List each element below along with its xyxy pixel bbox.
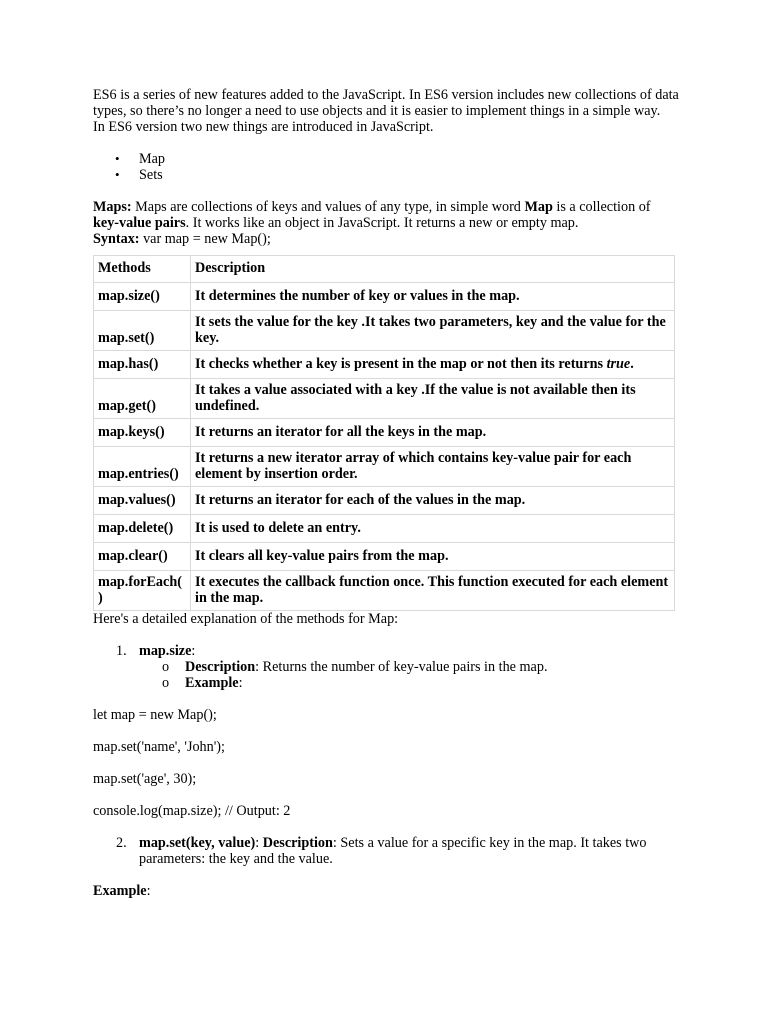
description-cell: It returns a new iterator array of which contains key-value pair for each element by insertion order. [191,447,675,487]
table-row [94,447,675,487]
intro-paragraph: ES6 is a series of new features added to the JavaScript. In ES6 version includes new collections of data types, so there’s no longer a need to use objects and it is easier to implement things in a simple way. [93,87,679,119]
method-cell: map.forEach( ) [94,571,191,611]
list-item: 1. map.size: o Description: Returns the number of key-value pairs in the map. o Example: [93,643,683,691]
table-row [94,283,675,311]
list-number: 1. [116,643,127,659]
bullet-icon: • [115,151,120,166]
description-cell: It returns an iterator for all the keys in the map. [191,419,675,447]
method-cell: map.values() [94,487,191,515]
table-header: Methods [94,256,191,283]
description-cell: It sets the value for the key .It takes two parameters, key and the value for the key. [191,311,675,351]
example-label: Example: [93,883,151,899]
numbered-list [93,643,683,691]
bullet-list [93,151,683,183]
method-cell: map.entries() [94,447,191,487]
explanation-heading: Here's a detailed explanation of the methods for Map: [93,611,399,627]
circle-bullet-icon: o [162,659,170,675]
method-cell: map.keys() [94,419,191,447]
document-page [93,87,683,899]
code-line: console.log(map.size); // Output: 2 [93,803,291,819]
list-item: o Example: [162,675,243,691]
method-cell: map.clear() [94,543,191,571]
method-cell: map.delete() [94,515,191,543]
description-cell: It is used to delete an entry. [191,515,675,543]
list-item: o Description: Returns the number of key-value pairs in the map. [162,659,548,675]
method-cell: map.size() [94,283,191,311]
methods-table [93,255,675,611]
table-row [94,379,675,419]
list-item: • Sets [115,167,163,183]
numbered-list [93,835,683,867]
table-row [94,515,675,543]
list-item: • Map [115,151,166,167]
table-row [94,351,675,379]
table-row [94,487,675,515]
description-cell: It returns an iterator for each of the values in the map. [191,487,675,515]
table-row [94,419,675,447]
table-row [94,311,675,351]
description-cell: It executes the callback function once. This function executed for each element in the map. [191,571,675,611]
syntax-line: Syntax: var map = new Map(); [93,231,271,247]
circle-bullet-icon: o [162,675,170,691]
description-cell: It clears all key-value pairs from the map. [191,543,675,571]
code-line: let map = new Map(); [93,707,217,723]
method-cell: map.has() [94,351,191,379]
list-number: 2. [116,835,127,851]
table-row [94,571,675,611]
method-cell: map.set() [94,311,191,351]
intro-paragraph-2: In ES6 version two new things are introduced in JavaScript. [93,119,434,135]
method-cell: map.get() [94,379,191,419]
code-line: map.set('name', 'John'); [93,739,225,755]
list-item: 2. map.set(key, value): Description: Sets a value for a specific key in the map. It takes two parameters: the key and the value. [116,835,647,867]
table-header-row [94,256,675,283]
description-cell: It checks whether a key is present in the map or not then its returns true. [191,351,675,379]
maps-paragraph: Maps: Maps are collections of keys and values of any type, in simple word Map is a collection of key-value pairs. It works like an object in JavaScript. It returns a new or empty map. [93,199,651,231]
description-cell: It determines the number of key or values in the map. [191,283,675,311]
sub-list [139,659,683,691]
table-row [94,543,675,571]
bullet-icon: • [115,167,120,182]
description-cell: It takes a value associated with a key .If the value is not available then its undefined. [191,379,675,419]
table-header: Description [191,256,675,283]
code-line: map.set('age', 30); [93,771,197,787]
